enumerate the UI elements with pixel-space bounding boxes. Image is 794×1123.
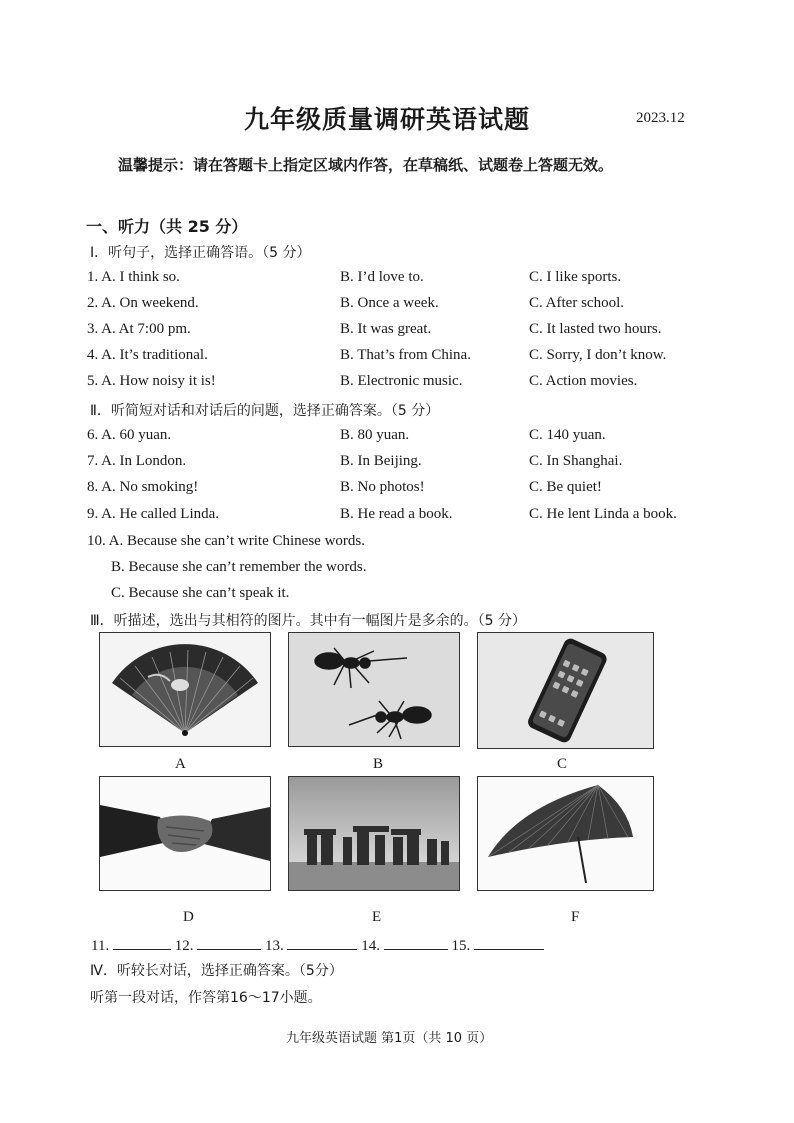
blank-14[interactable]: [384, 935, 448, 950]
picture-a: [99, 632, 271, 747]
q4-option-c: C. Sorry, I don’t know.: [529, 347, 667, 363]
q5-option-a: 5. A. How noisy it is!: [87, 373, 216, 389]
blank-11[interactable]: [113, 935, 171, 950]
q8-option-c: C. Be quiet!: [529, 479, 602, 495]
stonehenge-icon: [289, 777, 459, 890]
q8-option-b: B. No photos!: [340, 479, 425, 495]
exam-date: 2023.12: [636, 110, 685, 126]
part4-heading: Ⅳ．听较长对话，选择正确答案。（5分）: [90, 963, 343, 979]
page-footer: 九年级英语试题 第1页（共 10 页）: [286, 1031, 493, 1046]
q3-option-c: C. It lasted two hours.: [529, 321, 662, 337]
blank-14-label: 14.: [361, 938, 380, 954]
blank-13[interactable]: [287, 935, 357, 950]
q9-option-a: 9. A. He called Linda.: [87, 506, 220, 522]
section-title: 一、听力（共 25 分）: [86, 217, 248, 236]
q10-option-c: C. Because she can’t speak it.: [111, 585, 290, 601]
q6-option-a: 6. A. 60 yuan.: [87, 427, 172, 443]
picture-e-label: E: [372, 909, 382, 925]
q4-option-a: 4. A. It’s traditional.: [87, 347, 208, 363]
picture-f-label: F: [571, 909, 580, 925]
q6-option-c: C. 140 yuan.: [529, 427, 606, 443]
folding-fan-icon: [100, 633, 270, 746]
blank-11-label: 11.: [91, 938, 110, 954]
q1-option-a: 1. A. I think so.: [87, 269, 180, 285]
picture-c-label: C: [557, 756, 568, 772]
q3-option-b: B. It was great.: [340, 321, 432, 337]
picture-d-label: D: [183, 909, 194, 925]
part1-heading: Ⅰ．听句子，选择正确答语。（5 分）: [90, 245, 311, 261]
q2-option-c: C. After school.: [529, 295, 624, 311]
q1-option-b: B. I’d love to.: [340, 269, 424, 285]
q7-option-c: C. In Shanghai.: [529, 453, 623, 469]
q9-option-c: C. He lent Linda a book.: [529, 506, 677, 522]
answer-blanks: [91, 935, 544, 955]
q3-option-a: 3. A. At 7:00 pm.: [87, 321, 191, 337]
page-title: 九年级质量调研英语试题: [244, 105, 531, 134]
ants-icon: [289, 633, 459, 746]
q9-option-b: B. He read a book.: [340, 506, 453, 522]
blank-13-label: 13.: [264, 938, 284, 954]
q6-option-b: B. 80 yuan.: [340, 427, 410, 443]
q5-option-b: B. Electronic music.: [340, 373, 463, 389]
q7-option-b: B. In Beijing.: [340, 453, 422, 469]
q10-option-a: 10. A. Because she can’t write Chinese words.: [87, 533, 365, 549]
q7-option-a: 7. A. In London.: [87, 453, 187, 469]
part2-heading: Ⅱ．听简短对话和对话后的问题，选择正确答案。（5 分）: [90, 403, 440, 419]
q8-option-a: 8. A. No smoking!: [87, 479, 199, 495]
picture-d: [99, 776, 271, 891]
picture-a-label: A: [175, 756, 186, 772]
q2-option-a: 2. A. On weekend.: [87, 295, 199, 311]
blank-15[interactable]: [474, 935, 544, 950]
q2-option-b: B. Once a week.: [340, 295, 439, 311]
handshake-icon: [100, 777, 270, 890]
part4-instruction: 听第一段对话，作答第16～17小题。: [90, 990, 322, 1006]
picture-e: [288, 776, 460, 891]
blank-12[interactable]: [197, 935, 261, 950]
picture-b: [288, 632, 460, 747]
picture-b-label: B: [373, 756, 384, 772]
smartphone-icon: [478, 633, 653, 748]
blank-12-label: 12.: [174, 938, 194, 954]
part3-heading: Ⅲ．听描述，选出与其相符的图片。其中有一幅图片是多余的。（5 分）: [90, 613, 527, 629]
q4-option-b: B. That’s from China.: [340, 347, 471, 363]
paper-umbrella-icon: [478, 777, 653, 890]
q10-option-b: B. Because she can’t remember the words.: [111, 559, 367, 575]
q1-option-c: C. I like sports.: [529, 269, 622, 285]
warm-tip: 温馨提示：请在答题卡上指定区域内作答，在草稿纸、试题卷上答题无效。: [118, 156, 614, 174]
picture-c: [477, 632, 654, 749]
picture-f: [477, 776, 654, 891]
blank-15-label: 15.: [451, 938, 471, 954]
q5-option-c: C. Action movies.: [529, 373, 638, 389]
